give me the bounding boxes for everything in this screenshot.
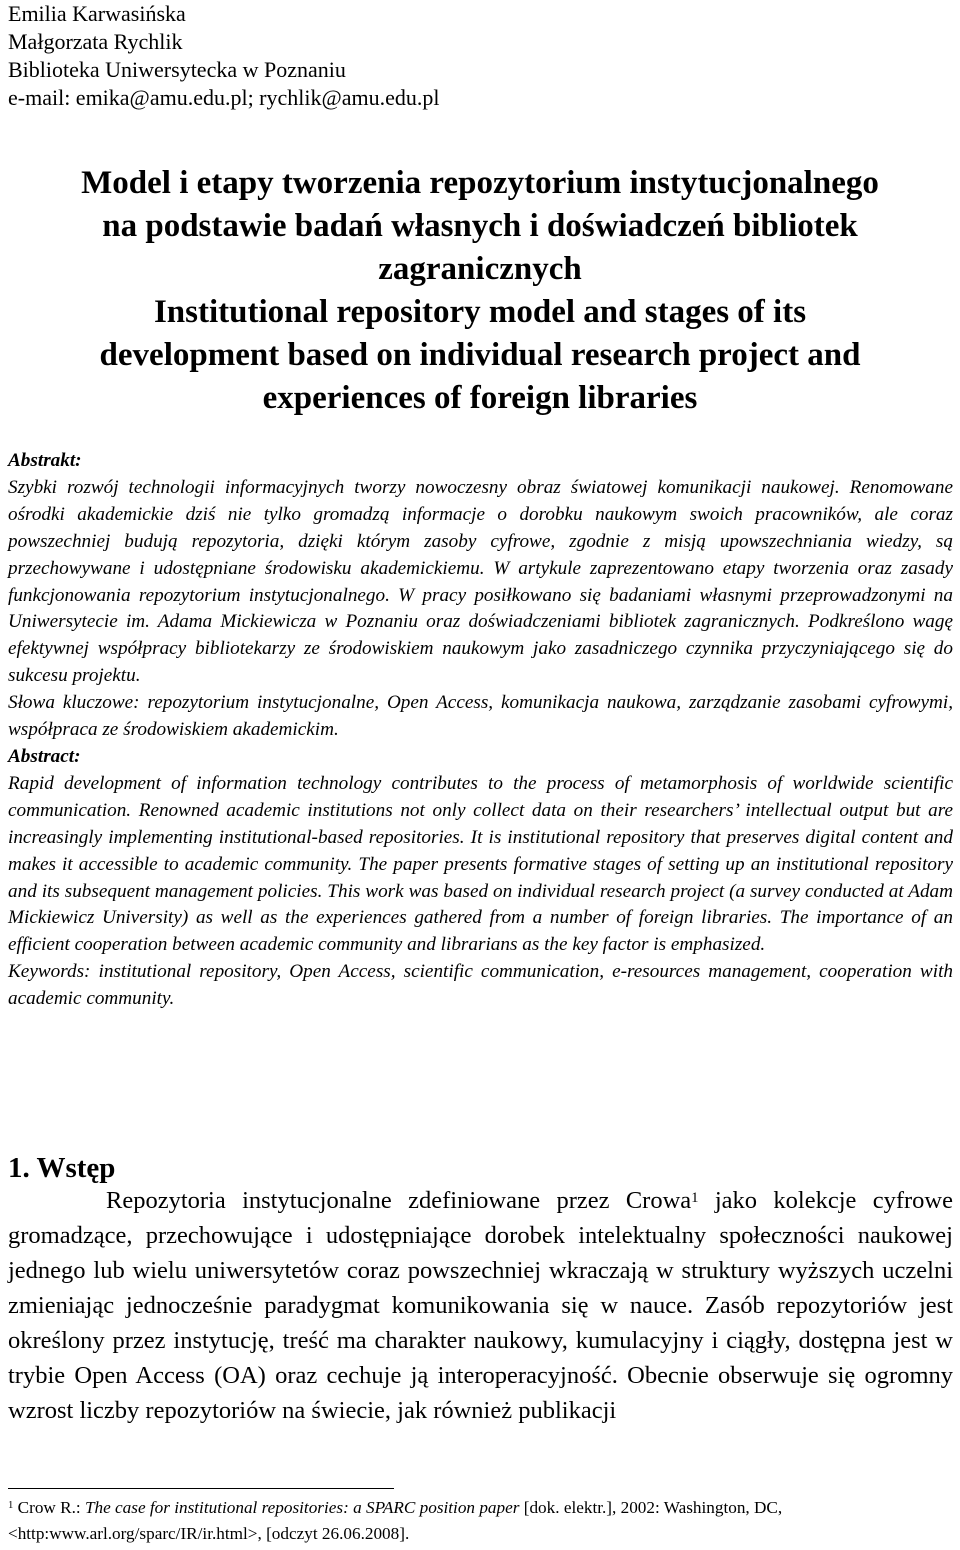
author-name-1: Emilia Karwasińska (8, 1, 186, 26)
abstract-pl-heading: Abstrakt: (8, 450, 82, 471)
abstract-en-text: Rapid development of information technology contributes to the process of metamorphosis of worldwide scientific communication. Renowned academic institutions not only collect data on their researchers’ intellectual output but are increasingly implementing institutional-based repositories. It is institutional repository that preserves digital content and makes it accessible to academic community. The paper presents formative stages of setting up an institutional repository and its subsequent management policies. This work was based on individual research project (a survey conducted at Adam Mickiewicz University) as well as the experiences gathered from a number of foreign libraries. The importance of an efficient cooperation between academic community and librarians as the key factor is emphasized. (8, 772, 953, 956)
title-line-6: experiences of foreign libraries (262, 380, 698, 416)
footnote-reference[interactable]: 1 (691, 1190, 699, 1206)
keywords-pl: Słowa kluczowe: repozytorium instytucjonalne, Open Access, komunikacja naukowa, zarządzanie zasobami cyfrowymi, współpraca ze środowiskiem akademickim. (8, 692, 953, 741)
title-line-5: development based on individual research project and (99, 337, 861, 373)
title-line-3: zagranicznych (378, 251, 582, 287)
footnote-divider (8, 1488, 394, 1489)
abstract-en-heading: Abstract: (8, 745, 81, 767)
intro-text-rest: jako kolekcje cyfrowe gromadzące, przechowujące i udostępniające dorobek intelektualny społeczności naukowej jednego lub wielu uniwersytetów coraz powszechniej wkraczają w struktury wyższych uczelni zmieniając jednocześnie paradygmat komunikowania się w nauce. Zasób repozytoriów jest określony przez instytucję, treść ma charakter naukowy, kumulacyjny i ciągły, dostępna jest w trybie Open Access (OA) oraz cechuje ją interoperacyjność. Obecnie obserwuje się ogromny wzrost liczby repozytoriów na świecie, jak również publikacji (8, 1187, 953, 1424)
section-heading: 1. Wstęp (8, 1152, 116, 1184)
title-line-1: Model i etapy tworzenia repozytorium instytucjonalnego (81, 165, 879, 201)
author-name-2: Małgorzata Rychlik (8, 29, 183, 54)
keywords-en: Keywords: institutional repository, Open Access, scientific communication, e-resources management, cooperation with academic community. (8, 961, 953, 1010)
footnote-author: Crow R.: (13, 1498, 85, 1517)
intro-paragraph (8, 1183, 953, 1428)
title-line-4: Institutional repository model and stages of its (153, 294, 807, 330)
abstract-section (8, 448, 953, 1013)
abstract-pl-text: Szybki rozwój technologii informacyjnych tworzy nowoczesny obraz światowej komunikacji naukowej. Renomowane ośrodki akademickie dziś nie tylko gromadzą informacje o dorobku naukowym swoich pracowników, ale coraz powszechniej budują repozytoria, dzięki którym zasoby cyfrowe, zgodnie z misją upowszechniania wiedzy, są przechowywane i udostępniane środowisku akademickiemu. W artykule zaprezentowano etapy tworzenia oraz zasady funkcjonowania repozytorium instytucjonalnego. W pracy posiłkowano się badaniami własnymi przeprowadzonymi na Uniwersytecie im. Adama Mickiewicza w Poznaniu oraz doświadczeniami bibliotek zagranicznych. Podkreślono wagę efektywnej współpracy bibliotekarzy ze środowiskiem naukowym jako zasadniczego czynnika przyczyniającego się do sukcesu projektu. (8, 476, 953, 687)
paper-title (10, 162, 950, 420)
author-block (8, 0, 948, 112)
title-line-2: na podstawie badań własnych i doświadczeń bibliotek (102, 208, 858, 244)
author-affiliation: Biblioteka Uniwersytecka w Poznaniu (8, 57, 346, 82)
section-body (8, 1183, 953, 1428)
footnote (8, 1495, 953, 1547)
author-email: e-mail: emika@amu.edu.pl; rychlik@amu.edu.pl (8, 85, 440, 110)
intro-text-start: Repozytoria instytucjonalne zdefiniowane przez Crowa (106, 1187, 692, 1214)
footnote-title: The case for institutional repositories: a SPARC position paper (84, 1498, 520, 1517)
footnote-number: 1 (8, 1500, 14, 1511)
footnote-details: [dok. elektr.], 2002: Washington, DC, <http:www.arl.org/sparc/IR/ir.html>, [odczyt 26.06.2008]. (8, 1498, 783, 1543)
